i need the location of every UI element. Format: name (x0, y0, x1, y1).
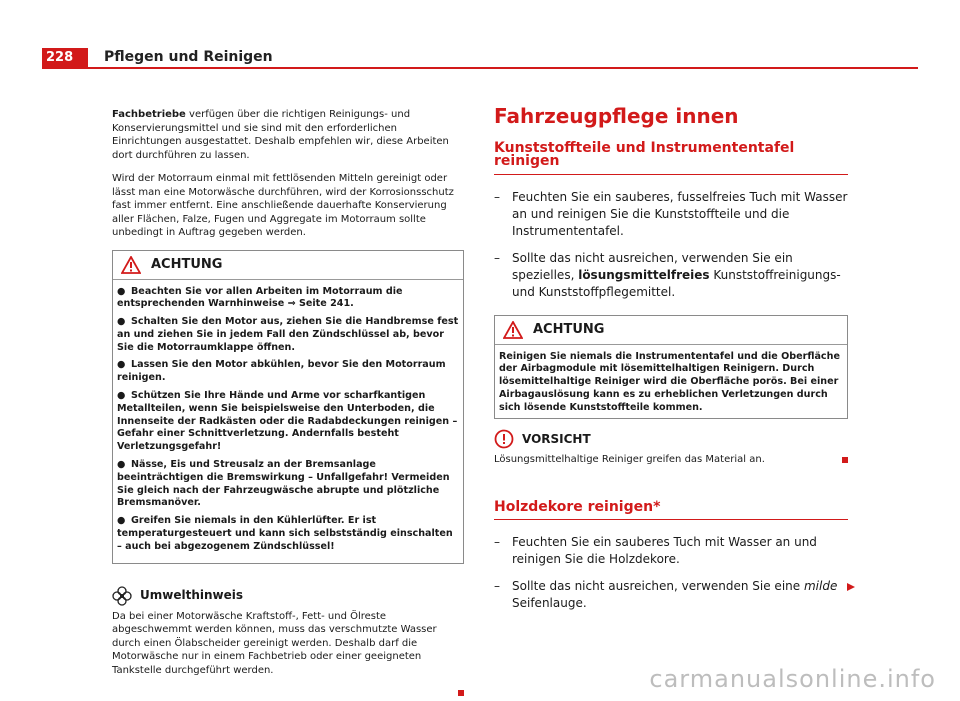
warning-item: ● Schalten Sie den Motor aus, ziehen Sie die Handbremse fest an und ziehen Sie in jedem Fall den Zündschlüssel ab, bevor Sie die Motorraumklappe öffnen. (117, 316, 459, 353)
section-end-mark (842, 457, 848, 463)
warning-header (495, 316, 847, 345)
left-column (112, 108, 464, 701)
step-item: – Feuchten Sie ein sauberes, fusselfreies Tuch mit Wasser an und reinigen Sie die Kunststoffteile und die Instrumententafel. (494, 189, 848, 238)
warning-item: ● Beachten Sie vor allen Arbeiten im Motorraum die entsprechenden Warnhinweise ⇒ Seite 241. (117, 285, 403, 310)
chapter-title: Pflegen und Reinigen (104, 49, 273, 65)
warning-list (113, 280, 463, 563)
header-rule (42, 67, 918, 69)
caution-circle-icon (494, 429, 514, 449)
environment-text: Da bei einer Motorwäsche Kraftstoff-, Fett- und Ölreste abgeschwemmt werden können, muss das verschmutzte Wasser durch einen Ölabscheider gereinigt werden. Deshalb darf die Motorwäsche nur in einem Fachbetrieb oder einer geeigneten Tankstelle durchgeführt werden. (112, 610, 437, 676)
warning-box-interior (494, 315, 848, 420)
steps-wood (494, 534, 848, 612)
warning-item: ● Greifen Sie niemals in den Kühlerlüfter. Er ist temperaturgesteuert und kann sich selbstständig einschalten – auch bei abgezogenem Zündschlüssel! (117, 515, 453, 552)
steps-plastic (494, 189, 848, 301)
subsection-title-plastic: Kunststoffteile und Instrumententafel reinigen (494, 139, 795, 169)
intro-paragraph: Fachbetriebe verfügen über die richtigen Reinigungs- und Konservierungsmittel und sie sind mit den erforderlichen Einrichtungen ausgestattet. Deshalb empfehlen wir, diese Arbeiten dort durchführen zu lassen. (112, 109, 449, 161)
caution-note (494, 429, 848, 467)
caution-title: VORSICHT (522, 431, 591, 446)
flower-icon (112, 586, 132, 606)
watermark: carmanualsonline.info (649, 665, 936, 693)
subsection-rule (494, 519, 848, 520)
engine-wash-paragraph: Wird der Motorraum einmal mit fettlösenden Mitteln gereinigt oder lässt man eine Motorwäsche durchführen, wird der Korrosionsschutz fast immer entfernt. Eine anschließende dauerhafte Konservierung aller Flächen, Falze, Fugen und Aggregate im Motorraum sollte unbedingt in Auftrag gegeben werden. (112, 173, 454, 238)
right-column (494, 104, 848, 622)
environment-header (112, 586, 464, 606)
caution-header (494, 429, 848, 449)
warning-title: ACHTUNG (151, 256, 223, 272)
warning-item: ● Nässe, Eis und Streusalz an der Bremsanlage beeinträchtigen die Bremswirkung – Unfallgefahr! Vermeiden Sie gleich nach der Fahrzeugwäsche abrupte und plötzliche Bremsmanöver. (117, 459, 450, 509)
page-number: 228 (42, 48, 88, 68)
warning-title: ACHTUNG (533, 321, 605, 337)
section-title: Fahrzeugpflege innen (494, 104, 739, 128)
warning-triangle-icon (121, 256, 141, 274)
warning-item: ● Schützen Sie Ihre Hände und Arme vor scharfkantigen Metallteilen, wenn Sie beispielsweise den Unterboden, die Innenseite der Radkästen oder die Radabdeckungen reinigen – Gefahr einer Schnittverletzung. Andernfalls besteht Verletzungsgefahr! (117, 390, 458, 453)
environment-note (112, 586, 464, 701)
subsection-rule (494, 174, 848, 175)
continue-arrow-icon (846, 582, 856, 592)
warning-header (113, 251, 463, 280)
step-item: – Feuchten Sie ein sauberes Tuch mit Wasser an und reinigen Sie die Holzdekore. (494, 535, 817, 567)
warning-box-engine (112, 250, 464, 564)
warning-triangle-icon (503, 321, 523, 339)
caution-text: Lösungsmittelhaltige Reiniger greifen das Material an. (494, 454, 765, 466)
section-end-mark (458, 690, 464, 696)
warning-item: ● Lassen Sie den Motor abkühlen, bevor Sie den Motorraum reinigen. (117, 359, 446, 384)
step-item: – Sollte das nicht ausreichen, verwenden Sie eine milde Seifenlauge. (494, 578, 848, 612)
environment-title: Umwelthinweis (140, 587, 244, 602)
warning-text: Reinigen Sie niemals die Instrumententafel und die Oberfläche der Airbagmodule mit lösemittelhaltigen Reinigern. Durch lösemittelhaltige Reiniger wird die Oberfläche porös. Bei einer Airbagauslösung kann es zu erheblichen Verletzungen durch sich lösende Kunststoffteile kommen. (499, 350, 840, 413)
step-item: – Sollte das nicht ausreichen, verwenden Sie ein spezielles, lösungsmittelfreies Kunststoffreinigungs- und Kunststoffpflegemittel. (494, 250, 841, 299)
subsection-title-wood: Holzdekore reinigen* (494, 498, 661, 515)
